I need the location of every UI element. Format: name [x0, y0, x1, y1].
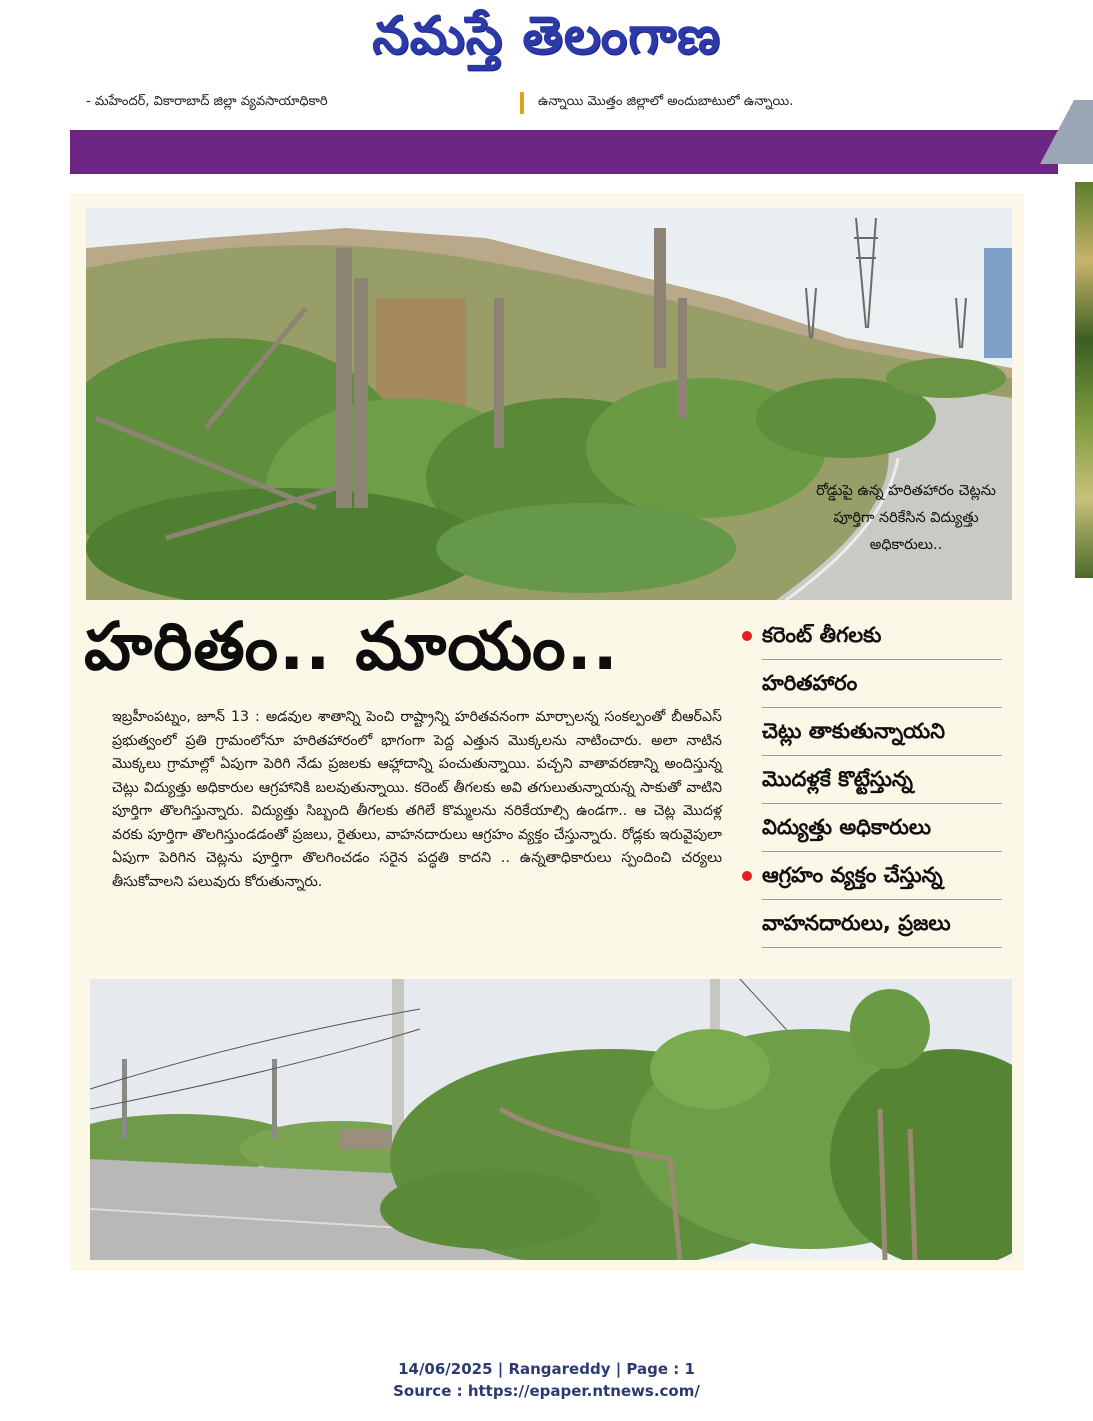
section-band	[70, 130, 1058, 174]
cutline-left: - మహేందర్, వికారాబాద్ జిల్లా వ్యవసాయాధికారి	[86, 94, 328, 109]
article-highlights	[740, 612, 1002, 948]
adjacent-photo-edge	[1075, 182, 1093, 578]
masthead	[0, 0, 1093, 80]
column-separator	[520, 92, 524, 114]
footer-edition-info: 14/06/2025 | Rangareddy | Page : 1	[398, 1360, 695, 1378]
article-headline: హరితం.. మాయం..	[84, 608, 619, 685]
highlight-2-line-1: ఆగ్రహం వ్యక్తం చేస్తున్న	[740, 852, 1002, 899]
adjacent-column-edge	[1073, 600, 1093, 1300]
newspaper-logo: నమస్తే తెలంగాణ	[372, 6, 721, 66]
highlight-1-line-5: విద్యుత్తు అధికారులు	[762, 815, 932, 839]
cutline-right: ఉన్నాయి మొత్తం జిల్లాలో అందుబాటులో ఉన్నాయి.	[538, 94, 794, 109]
highlight-rule	[762, 947, 1002, 948]
highlight-1-line-1: కరెంట్ తీగలకు	[740, 612, 1002, 659]
article-body: ఇబ్రహీంపట్నం, జూన్ 13 : అడవుల శాతాన్ని పెంచి రాష్ట్రాన్ని హరితవనంగా మార్చాలన్న సంకల్పంతో బీఆర్ఎస్ ప్రభుత్వంలో ప్రతి గ్రామంలోనూ హరితహారంలో భాగంగా పెద్ద ఎత్తున మొక్కలను నాటించారు. అలా నాటిన మొక్కలు గ్రామాల్లో ఏపుగా పెరిగి నేడు ప్రజలకు ఆహ్లాదాన్ని పంచుతున్నాయి. పచ్చని వాతావరణాన్ని అందిస్తున్న చెట్లు విద్యుత్తు అధికారుల ఆగ్రహానికి బలవుతున్నాయి. కరెంట్ తీగలకు అవి తగులుతున్నాయన్న సాకుతో వాటిని పూర్తిగా తొలగిస్తున్నారు. విద్యుత్తు సిబ్బంది తీగలకు తగిలే కొమ్మలను నరికేయాల్సి ఉండగా.. ఆ చెట్ల మొదళ్ల వరకు పూర్తిగా తొలగిస్తుండడంతో ప్రజలు, రైతులు, వాహనదారులు ఆగ్రహం వ్యక్తం చేస్తున్నారు. రోడ్లకు ఇరువైపులా ఏపుగా పెరిగిన చెట్లను పూర్తిగా తొలగించడం సరైన పద్ధతి కాదని .. ఉన్నతాధికారులు స్పందించి చర్యలు తీసుకోవాలని పలువురు కోరుతున్నారు.	[112, 709, 722, 890]
highlight-1-line-3: చెట్లు తాకుతున్నాయని	[762, 719, 945, 743]
footer-source: Source : https://epaper.ntnews.com/	[393, 1382, 700, 1400]
previous-article-cutline	[80, 92, 1070, 114]
highlight-2-line-2: వాహనదారులు, ప్రజలు	[762, 911, 951, 935]
highlight-1-line-4: మొదళ్లకే కొట్టేస్తున్న	[762, 767, 913, 791]
highlight-1-line-2: హరితహారం	[762, 671, 858, 695]
photo-felled-trees-road	[90, 979, 1012, 1260]
photo1-caption: రోడ్డుపై ఉన్న హరితహారం చెట్లను పూర్తిగా నరికేసిన విద్యుత్తు అధికారులు..	[816, 483, 996, 553]
page-footer	[0, 1358, 1093, 1402]
